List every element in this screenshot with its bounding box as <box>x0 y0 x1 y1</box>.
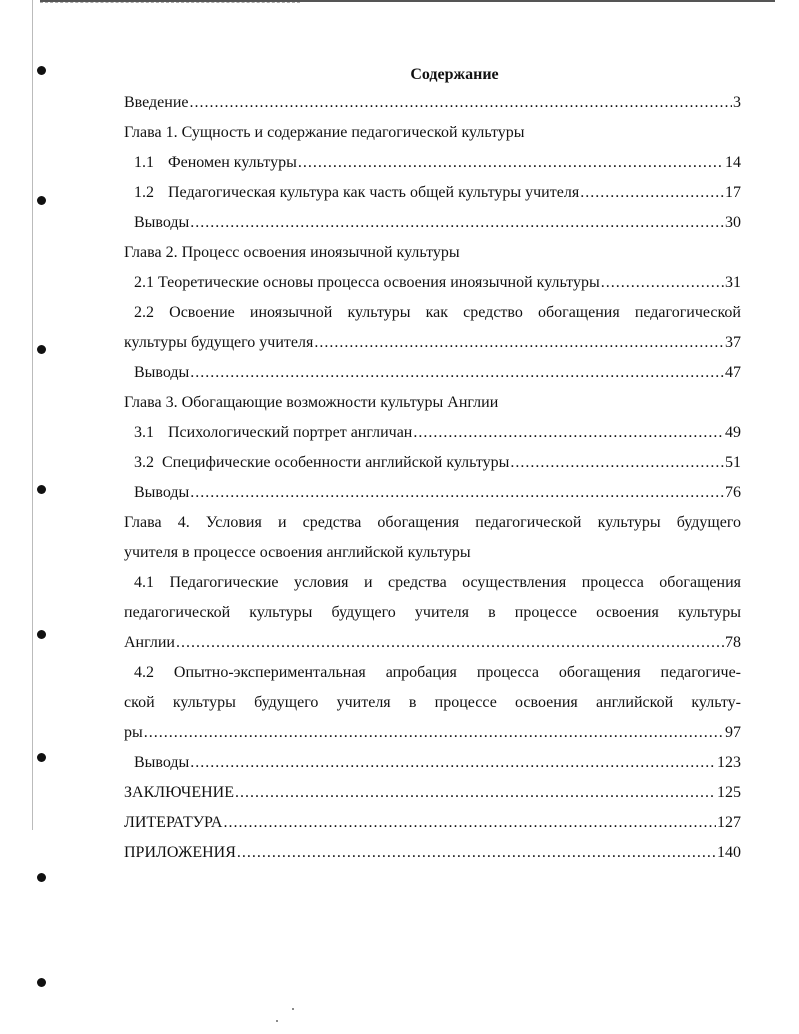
punch-hole <box>37 630 46 639</box>
punch-hole <box>37 978 46 987</box>
scan-left-border <box>32 0 33 830</box>
toc-entry-conclusions-1[interactable] <box>124 208 741 238</box>
leader-dots <box>223 808 716 838</box>
toc-entry-page: 49 <box>725 424 741 441</box>
toc-entry-page: 140 <box>717 844 741 861</box>
toc-entry-page: 51 <box>725 454 741 471</box>
leader-dots <box>314 328 724 358</box>
toc-entry-label: Выводы <box>134 214 190 231</box>
toc-entry-page: 31 <box>725 274 741 291</box>
toc-entry-literature[interactable] <box>124 808 741 838</box>
leader-dots <box>601 268 724 298</box>
toc-entry-2-1[interactable] <box>124 268 741 298</box>
scan-top-dash <box>40 2 300 4</box>
toc-entry-page: 78 <box>725 634 741 651</box>
toc-entry-label: 2.1 Теоретические основы процесса освоения иноязычной культуры <box>134 274 600 291</box>
toc-entry-conclusions-3[interactable] <box>124 478 741 508</box>
toc-entry-page: 37 <box>725 334 741 351</box>
toc-entry-appendix[interactable] <box>124 838 741 868</box>
punch-hole <box>37 873 46 882</box>
toc-entry-label-line1: 4.2 Опытно-экспериментальная апробация процесса обогащения педагогиче- <box>134 664 741 681</box>
toc-entry-label: Психологический портрет англичан <box>168 424 413 441</box>
toc-entry-label: Выводы <box>134 754 190 771</box>
leader-dots <box>580 178 724 208</box>
toc-entry-label: Специфические особенности английской культуры <box>162 454 510 471</box>
toc-entry-page: 3 <box>733 94 741 111</box>
toc-entry-4-2[interactable] <box>124 658 741 688</box>
toc-entry-page: 127 <box>717 814 741 831</box>
leader-dots <box>190 358 724 388</box>
toc-entry-number: 1.1 <box>134 154 154 171</box>
toc-entry-page: 76 <box>725 484 741 501</box>
punch-hole <box>37 66 46 75</box>
leader-dots <box>237 838 716 868</box>
toc-entry-label-line2: педагогической культуры будущего учителя в процессе освоения культуры <box>124 604 741 621</box>
toc-entry-1-2[interactable] <box>124 178 741 208</box>
toc-entry-conclusion[interactable] <box>124 778 741 808</box>
punch-hole <box>37 345 46 354</box>
leader-dots <box>190 478 724 508</box>
toc-entry-4-2-end[interactable] <box>124 718 741 748</box>
toc-entry-label: Феномен культуры <box>168 154 297 171</box>
toc-entry-1-1[interactable] <box>124 148 741 178</box>
toc-chapter-3[interactable]: Глава 3. Обогащающие возможности культуры Англии <box>124 394 499 411</box>
toc-entry-label: ПРИЛОЖЕНИЯ <box>124 844 236 861</box>
toc-chapter-2[interactable]: Глава 2. Процесс освоения иноязычной культуры <box>124 244 460 261</box>
leader-dots <box>190 88 733 118</box>
leader-dots <box>190 748 716 778</box>
toc-entry-number: 3.2 <box>134 454 154 471</box>
toc-entry-4-2-cont[interactable] <box>124 688 741 718</box>
toc-entry-label: Введение <box>124 94 189 111</box>
punch-hole <box>37 196 46 205</box>
leader-dots <box>235 778 716 808</box>
toc-entry-page: 125 <box>717 784 741 801</box>
toc-chapter-1[interactable]: Глава 1. Сущность и содержание педагогической культуры <box>124 124 525 141</box>
toc-chapter-4-cont[interactable]: учителя в процессе освоения английской культуры <box>124 544 471 561</box>
toc-chapter-title-line1: Глава 4. Условия и средства обогащения педагогической культуры будущего <box>124 514 741 531</box>
scan-speck <box>292 1008 294 1010</box>
toc-entry-2-2[interactable] <box>124 298 741 328</box>
leader-dots <box>176 628 724 658</box>
toc-entry-label: Выводы <box>134 364 190 381</box>
leader-dots <box>190 208 724 238</box>
toc-entry-label: Выводы <box>134 484 190 501</box>
toc-entry-page: 97 <box>725 724 741 741</box>
toc-entry-page: 14 <box>725 154 741 171</box>
toc-entry-label-line1: 2.2 Освоение иноязычной культуры как средство обогащения педагогической <box>134 304 741 321</box>
toc-entry-3-2[interactable] <box>124 448 741 478</box>
toc-entry-conclusions-2[interactable] <box>124 358 741 388</box>
toc-entry-intro[interactable] <box>124 88 741 118</box>
leader-dots <box>144 718 724 748</box>
toc-entry-number: 1.2 <box>134 184 154 201</box>
toc-entry-label-line2: культуры будущего учителя <box>124 334 314 351</box>
scan-speck <box>276 1020 278 1022</box>
toc-entry-label-line3: ры <box>124 724 143 741</box>
leader-dots <box>298 148 724 178</box>
leader-dots <box>413 418 724 448</box>
page-title: Содержание <box>410 66 499 83</box>
toc-entry-page: 47 <box>725 364 741 381</box>
toc-entry-page: 17 <box>725 184 741 201</box>
toc-entry-label: Педагогическая культура как часть общей культуры учителя <box>168 184 580 201</box>
toc-entry-label-line2: ской культуры будущего учителя в процессе освоения английской культу- <box>124 694 741 711</box>
toc-entry-4-1-end[interactable] <box>124 628 741 658</box>
toc-entry-label-line3: Англии <box>124 634 175 651</box>
toc-entry-2-2-cont[interactable] <box>124 328 741 358</box>
toc-entry-page: 123 <box>717 754 741 771</box>
toc-entry-4-1[interactable] <box>124 568 741 598</box>
toc-entry-3-1[interactable] <box>124 418 741 448</box>
punch-hole <box>37 485 46 494</box>
toc-entry-page: 30 <box>725 214 741 231</box>
toc-entry-4-1-cont[interactable] <box>124 598 741 628</box>
toc-chapter-4[interactable] <box>124 508 741 538</box>
toc-entry-number: 3.1 <box>134 424 154 441</box>
leader-dots <box>510 448 724 478</box>
toc-entry-label-line1: 4.1 Педагогические условия и средства осуществления процесса обогащения <box>134 574 741 591</box>
table-of-contents <box>124 62 741 868</box>
punch-hole <box>37 753 46 762</box>
toc-entry-conclusions-4[interactable] <box>124 748 741 778</box>
toc-entry-label: ЛИТЕРАТУРА <box>124 814 223 831</box>
toc-entry-label: ЗАКЛЮЧЕНИЕ <box>124 784 234 801</box>
